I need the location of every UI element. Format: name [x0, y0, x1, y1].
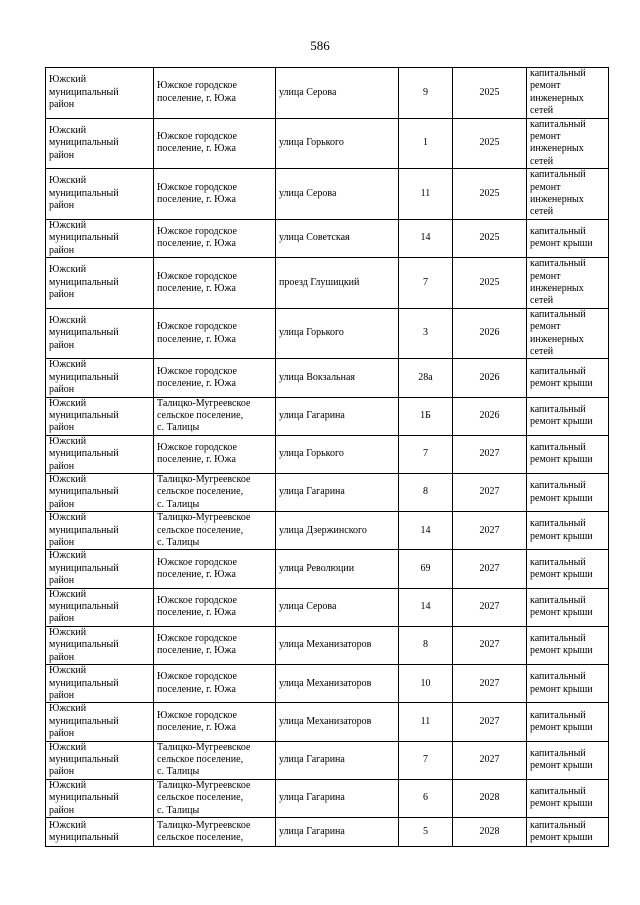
settlement-cell-text: Южское городское поселение, г. Южа — [157, 181, 237, 206]
district-cell — [46, 219, 154, 257]
street-cell-text: улица Горького — [279, 327, 344, 339]
house-number-cell-text: 69 — [420, 562, 431, 574]
district-cell-text: Южский муниципальный район — [49, 741, 119, 778]
district-cell-text: Южский муниципальный — [49, 819, 119, 843]
street-cell-text: улица Механизаторов — [279, 677, 372, 689]
settlement-cell-text: Талицко-Мугреевское сельское поселение, с. Талицы — [157, 397, 251, 434]
house-number-cell-text: 8 — [423, 639, 428, 651]
settlement-cell-text: Южское городское поселение, г. Южа — [157, 671, 237, 695]
year-cell — [453, 550, 527, 588]
work-type-cell-text: капитальный ремонт крыши — [530, 633, 593, 657]
work-type-cell-text: капитальный ремонт крыши — [530, 556, 593, 581]
street-cell-text: улица Вокзальная — [279, 371, 356, 383]
work-type-cell — [527, 359, 609, 397]
year-cell-text: 2027 — [479, 486, 500, 498]
house-number-cell-text: 8 — [423, 486, 428, 498]
work-type-cell-text: капитальный ремонт крыши — [530, 441, 593, 466]
house-number-cell — [399, 118, 453, 169]
house-number-cell-text: 1 — [423, 137, 428, 149]
district-cell — [46, 626, 154, 664]
district-cell — [46, 308, 154, 359]
settlement-cell-text: Талицко-Мугреевское сельское поселение, с. Талицы — [157, 779, 251, 816]
house-number-cell — [399, 588, 453, 626]
year-cell-text: 2027 — [479, 524, 500, 536]
district-cell-text: Южский муниципальный район — [49, 588, 119, 625]
district-cell — [46, 359, 154, 397]
street-cell — [276, 588, 399, 626]
settlement-cell — [154, 817, 276, 846]
settlement-cell-text: Талицко-Мугреевское сельское поселение, с. Талицы — [157, 741, 251, 778]
year-cell-text: 2026 — [479, 409, 500, 421]
house-number-cell-text: 1Б — [420, 409, 431, 421]
street-cell — [276, 550, 399, 588]
house-number-cell-text: 5 — [423, 825, 428, 837]
work-type-cell — [527, 258, 609, 309]
street-cell — [276, 703, 399, 741]
street-cell-text: улица Гагарина — [279, 753, 345, 765]
district-cell-text: Южский муниципальный район — [49, 359, 119, 396]
settlement-cell — [154, 359, 276, 397]
street-cell — [276, 258, 399, 309]
street-cell-text: улица Гагарина — [279, 825, 345, 837]
street-cell-text: улица Гагарина — [279, 792, 345, 804]
repair-plan-table — [45, 67, 609, 847]
year-cell — [453, 308, 527, 359]
street-cell — [276, 474, 399, 512]
work-type-cell — [527, 219, 609, 257]
work-type-cell-text: капитальный ремонт крыши — [530, 226, 593, 250]
district-cell-text: Южский муниципальный район — [49, 219, 119, 256]
table-row — [46, 779, 609, 817]
settlement-cell — [154, 118, 276, 169]
street-cell — [276, 359, 399, 397]
year-cell-text: 2027 — [479, 677, 500, 689]
year-cell-text: 2025 — [479, 232, 500, 244]
year-cell — [453, 588, 527, 626]
year-cell — [453, 169, 527, 220]
work-type-cell — [527, 397, 609, 435]
house-number-cell — [399, 703, 453, 741]
house-number-cell — [399, 741, 453, 779]
street-cell — [276, 169, 399, 220]
table-row — [46, 512, 609, 550]
work-type-cell — [527, 588, 609, 626]
settlement-cell-text: Южское городское поселение, г. Южа — [157, 80, 237, 104]
district-cell — [46, 588, 154, 626]
district-cell — [46, 741, 154, 779]
settlement-cell — [154, 258, 276, 309]
house-number-cell-text: 10 — [420, 677, 431, 689]
work-type-cell-text: капитальный ремонт крыши — [530, 365, 593, 389]
settlement-cell — [154, 626, 276, 664]
house-number-cell — [399, 626, 453, 664]
year-cell — [453, 665, 527, 703]
settlement-cell — [154, 68, 276, 119]
settlement-cell-text: Южское городское поселение, г. Южа — [157, 226, 237, 250]
work-type-cell-text: капитальный ремонт крыши — [530, 518, 593, 542]
work-type-cell-text: капитальный ремонт крыши — [530, 594, 593, 619]
house-number-cell — [399, 359, 453, 397]
table-body — [46, 68, 609, 847]
street-cell — [276, 512, 399, 550]
district-cell — [46, 779, 154, 817]
settlement-cell — [154, 397, 276, 435]
district-cell-text: Южский муниципальный район — [49, 435, 119, 472]
year-cell-text: 2027 — [479, 715, 500, 727]
work-type-cell-text: капитальный ремонт крыши — [530, 785, 593, 810]
house-number-cell — [399, 474, 453, 512]
settlement-cell-text: Южское городское поселение, г. Южа — [157, 131, 237, 155]
work-type-cell — [527, 308, 609, 359]
district-cell-text: Южский муниципальный район — [49, 779, 119, 816]
year-cell — [453, 435, 527, 473]
district-cell — [46, 68, 154, 119]
work-type-cell-text: капитальный ремонт крыши — [530, 671, 593, 695]
year-cell-text: 2027 — [479, 448, 500, 460]
work-type-cell — [527, 665, 609, 703]
district-cell-text: Южский муниципальный район — [49, 314, 119, 351]
year-cell — [453, 817, 527, 846]
house-number-cell — [399, 219, 453, 257]
table-row — [46, 626, 609, 664]
year-cell-text: 2028 — [479, 792, 500, 804]
year-cell — [453, 741, 527, 779]
table-row — [46, 308, 609, 359]
year-cell-text: 2025 — [479, 276, 500, 288]
work-type-cell — [527, 435, 609, 473]
house-number-cell — [399, 665, 453, 703]
year-cell-text: 2026 — [479, 371, 500, 383]
street-cell — [276, 665, 399, 703]
table-row — [46, 665, 609, 703]
house-number-cell — [399, 817, 453, 846]
house-number-cell-text: 14 — [420, 232, 431, 244]
table-row — [46, 435, 609, 473]
house-number-cell — [399, 68, 453, 119]
street-cell-text: улица Механизаторов — [279, 639, 372, 651]
work-type-cell-text: капитальный ремонт крыши — [530, 747, 593, 772]
street-cell — [276, 817, 399, 846]
year-cell — [453, 626, 527, 664]
settlement-cell-text: Южское городское поселение, г. Южа — [157, 270, 237, 294]
year-cell-text: 2027 — [479, 639, 500, 651]
street-cell-text: улица Гагарина — [279, 486, 345, 498]
street-cell — [276, 397, 399, 435]
house-number-cell-text: 7 — [423, 448, 428, 460]
settlement-cell — [154, 512, 276, 550]
table-row — [46, 258, 609, 309]
district-cell — [46, 550, 154, 588]
settlement-cell — [154, 779, 276, 817]
work-type-cell-text: капитальный ремонт инженерных сетей — [530, 308, 586, 357]
work-type-cell — [527, 779, 609, 817]
year-cell — [453, 512, 527, 550]
settlement-cell-text: Южское городское поселение, г. Южа — [157, 633, 237, 657]
settlement-cell — [154, 308, 276, 359]
district-cell — [46, 118, 154, 169]
house-number-cell — [399, 397, 453, 435]
street-cell — [276, 118, 399, 169]
work-type-cell — [527, 118, 609, 169]
house-number-cell-text: 7 — [423, 753, 428, 765]
settlement-cell — [154, 435, 276, 473]
house-number-cell — [399, 258, 453, 309]
work-type-cell — [527, 169, 609, 220]
work-type-cell — [527, 626, 609, 664]
street-cell-text: улица Серова — [279, 86, 337, 98]
work-type-cell-text: капитальный ремонт крыши — [530, 403, 593, 428]
district-cell — [46, 665, 154, 703]
page-number: 586 — [310, 38, 330, 53]
district-cell — [46, 258, 154, 309]
year-cell — [453, 779, 527, 817]
table-row — [46, 474, 609, 512]
street-cell — [276, 741, 399, 779]
settlement-cell-text: Южское городское поселение, г. Южа — [157, 594, 237, 619]
work-type-cell-text: капитальный ремонт крыши — [530, 709, 593, 733]
table-row — [46, 588, 609, 626]
work-type-cell — [527, 703, 609, 741]
house-number-cell — [399, 512, 453, 550]
district-cell-text: Южский муниципальный район — [49, 550, 119, 587]
district-cell-text: Южский муниципальный район — [49, 175, 119, 212]
settlement-cell — [154, 703, 276, 741]
street-cell-text: улица Серова — [279, 601, 337, 613]
house-number-cell — [399, 779, 453, 817]
year-cell — [453, 219, 527, 257]
district-cell-text: Южский муниципальный район — [49, 397, 119, 434]
street-cell — [276, 626, 399, 664]
settlement-cell-text: Талицко-Мугреевское сельское поселение, с. Талицы — [157, 474, 251, 510]
district-cell — [46, 435, 154, 473]
work-type-cell-text: капитальный ремонт крыши — [530, 819, 593, 843]
house-number-cell — [399, 169, 453, 220]
house-number-cell-text: 14 — [420, 524, 431, 536]
house-number-cell-text: 9 — [423, 86, 428, 98]
district-cell — [46, 512, 154, 550]
street-cell-text: улица Революции — [279, 562, 355, 574]
settlement-cell — [154, 588, 276, 626]
street-cell — [276, 435, 399, 473]
work-type-cell-text: капитальный ремонт инженерных сетей — [530, 258, 586, 307]
street-cell — [276, 219, 399, 257]
work-type-cell — [527, 68, 609, 119]
work-type-cell-text: капитальный ремонт инженерных сетей — [530, 68, 586, 117]
year-cell-text: 2025 — [479, 86, 500, 98]
street-cell-text: проезд Глушицкий — [279, 276, 360, 288]
year-cell-text: 2027 — [479, 753, 500, 765]
street-cell-text: улица Горького — [279, 448, 344, 460]
work-type-cell — [527, 550, 609, 588]
house-number-cell-text: 11 — [420, 187, 431, 199]
settlement-cell-text: Южское городское поселение, г. Южа — [157, 441, 237, 466]
settlement-cell — [154, 741, 276, 779]
street-cell-text: улица Гагарина — [279, 409, 345, 421]
settlement-cell-text: Талицко-Мугреевское сельское поселение, — [157, 819, 251, 843]
district-cell-text: Южский муниципальный район — [49, 74, 119, 111]
district-cell-text: Южский муниципальный район — [49, 512, 119, 549]
house-number-cell-text: 11 — [420, 715, 431, 727]
district-cell — [46, 474, 154, 512]
work-type-cell — [527, 741, 609, 779]
table-row — [46, 741, 609, 779]
year-cell-text: 2026 — [479, 327, 500, 339]
settlement-cell-text: Талицко-Мугреевское сельское поселение, с. Талицы — [157, 512, 251, 549]
settlement-cell-text: Южское городское поселение, г. Южа — [157, 709, 237, 733]
district-cell — [46, 817, 154, 846]
work-type-cell — [527, 512, 609, 550]
street-cell — [276, 779, 399, 817]
settlement-cell-text: Южское городское поселение, г. Южа — [157, 321, 237, 345]
street-cell — [276, 68, 399, 119]
settlement-cell — [154, 550, 276, 588]
settlement-cell — [154, 219, 276, 257]
year-cell — [453, 474, 527, 512]
year-cell — [453, 118, 527, 169]
district-cell — [46, 169, 154, 220]
house-number-cell — [399, 550, 453, 588]
district-cell-text: Южский муниципальный район — [49, 626, 119, 663]
work-type-cell-text: капитальный ремонт инженерных сетей — [530, 169, 586, 218]
street-cell — [276, 308, 399, 359]
settlement-cell — [154, 474, 276, 512]
year-cell-text: 2027 — [479, 601, 500, 613]
district-cell-text: Южский муниципальный район — [49, 474, 119, 510]
street-cell-text: улица Серова — [279, 187, 337, 199]
house-number-cell-text: 7 — [423, 276, 428, 288]
street-cell-text: улица Дзержинского — [279, 524, 367, 536]
table-row — [46, 550, 609, 588]
settlement-cell-text: Южское городское поселение, г. Южа — [157, 365, 237, 389]
work-type-cell-text: капитальный ремонт инженерных сетей — [530, 118, 586, 167]
house-number-cell-text: 6 — [423, 792, 428, 804]
year-cell-text: 2028 — [479, 825, 500, 837]
district-cell-text: Южский муниципальный район — [49, 703, 119, 740]
house-number-cell-text: 14 — [420, 601, 431, 613]
house-number-cell — [399, 308, 453, 359]
settlement-cell-text: Южское городское поселение, г. Южа — [157, 556, 237, 581]
year-cell — [453, 397, 527, 435]
street-cell-text: улица Механизаторов — [279, 715, 372, 727]
table-row — [46, 817, 609, 846]
settlement-cell — [154, 169, 276, 220]
street-cell-text: улица Советская — [279, 232, 350, 244]
table-row — [46, 169, 609, 220]
table-row — [46, 397, 609, 435]
work-type-cell — [527, 474, 609, 512]
district-cell-text: Южский муниципальный район — [49, 264, 119, 301]
year-cell — [453, 68, 527, 119]
district-cell — [46, 703, 154, 741]
year-cell-text: 2027 — [479, 562, 500, 574]
year-cell — [453, 703, 527, 741]
year-cell — [453, 258, 527, 309]
table-row — [46, 219, 609, 257]
table-row — [46, 359, 609, 397]
settlement-cell — [154, 665, 276, 703]
district-cell-text: Южский муниципальный район — [49, 124, 119, 161]
year-cell — [453, 359, 527, 397]
district-cell-text: Южский муниципальный район — [49, 665, 119, 701]
street-cell-text: улица Горького — [279, 137, 344, 149]
work-type-cell — [527, 817, 609, 846]
house-number-cell — [399, 435, 453, 473]
district-cell — [46, 397, 154, 435]
house-number-cell-text: 28а — [418, 371, 433, 383]
house-number-cell-text: 3 — [423, 327, 428, 339]
table-row — [46, 68, 609, 119]
work-type-cell-text: капитальный ремонт крыши — [530, 480, 593, 504]
table-row — [46, 118, 609, 169]
table-row — [46, 703, 609, 741]
year-cell-text: 2025 — [479, 187, 500, 199]
year-cell-text: 2025 — [479, 137, 500, 149]
